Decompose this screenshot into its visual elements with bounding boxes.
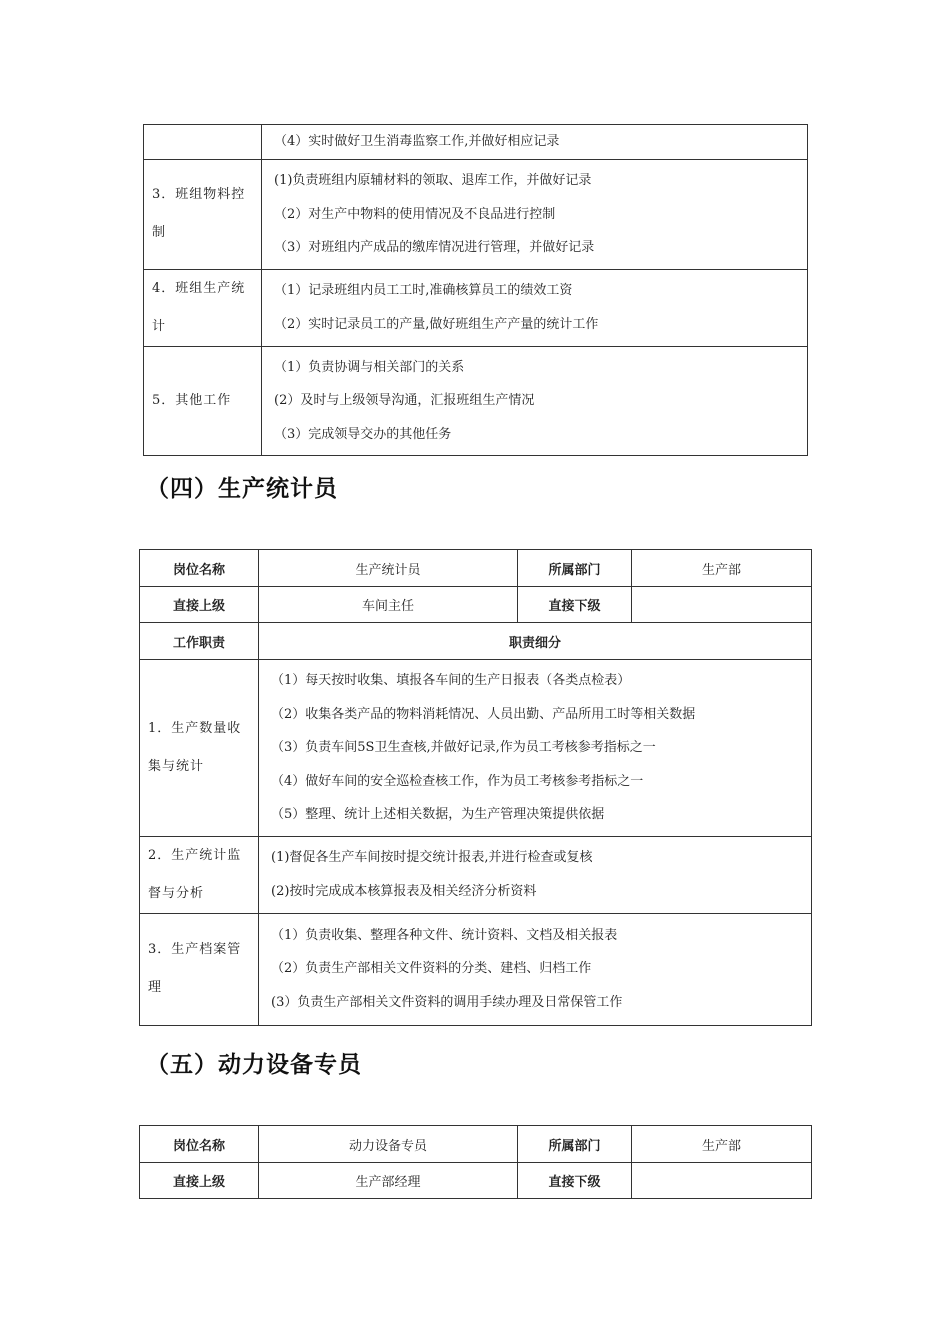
duty-item: （1）记录班组内员工工时,准确核算员工的绩效工资 xyxy=(274,283,573,298)
duty-detail-cell xyxy=(262,125,808,160)
duty-label-cell: 5．其他工作 xyxy=(144,346,262,456)
duty-item: （5）整理、统计上述相关数据，为生产管理决策提供依据 xyxy=(271,807,605,822)
table-row xyxy=(144,269,808,346)
detail-header: 职责细分 xyxy=(259,623,812,660)
subordinate-value xyxy=(632,587,812,623)
duty-header: 工作职责 xyxy=(140,623,259,660)
duty-item: （3）负责车间5S卫生查核,并做好记录,作为员工考核参考指标之一 xyxy=(271,740,656,755)
table-row xyxy=(144,160,808,270)
table-row xyxy=(140,1163,812,1199)
duty-detail-cell xyxy=(259,913,812,1025)
duty-item: （2）收集各类产品的物料消耗情况、人员出勤、产品所用工时等相关数据 xyxy=(271,706,696,722)
position-label: 岗位名称 xyxy=(140,550,259,587)
superior-value: 车间主任 xyxy=(259,587,518,623)
duty-table-continued xyxy=(143,124,808,456)
duty-item: (1)负责班组内原辅材料的领取、退库工作，并做好记录 xyxy=(274,173,592,188)
table-row xyxy=(140,623,812,660)
duty-item: (1)督促各生产车间按时提交统计报表,并进行检查或复核 xyxy=(271,850,593,865)
duty-item: (2）及时与上级领导沟通，汇报班组生产情况 xyxy=(274,393,535,408)
table-row xyxy=(140,836,812,913)
duty-item: （4）做好车间的安全巡检查核工作，作为员工考核参考指标之一 xyxy=(271,773,644,789)
department-label: 所属部门 xyxy=(518,1126,632,1163)
section-heading-power-equipment: （五）动力设备专员 xyxy=(146,1052,362,1078)
table-row xyxy=(140,587,812,623)
duty-item: （4）实时做好卫生消毒监察工作,并做好相应记录 xyxy=(274,134,560,150)
duty-item: （1）每天按时收集、填报各车间的生产日报表（各类点检表） xyxy=(271,673,631,688)
duty-detail-cell xyxy=(259,836,812,913)
table-row xyxy=(140,550,812,587)
table-row xyxy=(140,913,812,1025)
subordinate-label: 直接下级 xyxy=(518,587,632,623)
duty-item: （2）实时记录员工的产量,做好班组生产产量的统计工作 xyxy=(274,316,599,332)
duty-label-cell xyxy=(144,125,262,160)
duty-detail-cell xyxy=(262,346,808,456)
duty-detail-cell xyxy=(262,160,808,270)
duty-item: (3）负责生产部相关文件资料的调用手续办理及日常保管工作 xyxy=(271,994,623,1010)
table-row xyxy=(144,125,808,160)
position-value: 动力设备专员 xyxy=(259,1126,518,1163)
table-row xyxy=(140,1126,812,1163)
position-label: 岗位名称 xyxy=(140,1126,259,1163)
duty-detail-cell xyxy=(259,660,812,837)
department-label: 所属部门 xyxy=(518,550,632,587)
table-row xyxy=(144,346,808,456)
position-value: 生产统计员 xyxy=(259,550,518,587)
duty-label-cell: 2．生产统计监督与分析 xyxy=(140,836,259,913)
section-heading-statistician: （四）生产统计员 xyxy=(146,476,338,502)
duty-label-cell: 1．生产数量收集与统计 xyxy=(140,660,259,837)
department-value: 生产部 xyxy=(632,1126,812,1163)
duty-item: （2）负责生产部相关文件资料的分类、建档、归档工作 xyxy=(271,961,592,977)
superior-value: 生产部经理 xyxy=(259,1163,518,1199)
power-equipment-table xyxy=(139,1125,812,1199)
duty-label-cell: 3．生产档案管理 xyxy=(140,913,259,1025)
duty-label-cell: 3．班组物料控制 xyxy=(144,160,262,270)
duty-item: （2）对生产中物料的使用情况及不良品进行控制 xyxy=(274,206,556,222)
department-value: 生产部 xyxy=(632,550,812,587)
superior-label: 直接上级 xyxy=(140,587,259,623)
subordinate-value xyxy=(632,1163,812,1199)
duty-item: （1）负责收集、整理各种文件、统计资料、文档及相关报表 xyxy=(271,927,618,943)
duty-label-cell: 4．班组生产统计 xyxy=(144,269,262,346)
duty-detail-cell xyxy=(262,269,808,346)
subordinate-label: 直接下级 xyxy=(518,1163,632,1199)
duty-item: (2)按时完成成本核算报表及相关经济分析资料 xyxy=(271,883,537,899)
superior-label: 直接上级 xyxy=(140,1163,259,1199)
duty-item: （3）对班组内产成品的缴库情况进行管理，并做好记录 xyxy=(274,240,595,255)
table-row xyxy=(140,660,812,837)
duty-item: （1）负责协调与相关部门的关系 xyxy=(274,359,465,375)
statistician-table xyxy=(139,549,812,1026)
duty-item: （3）完成领导交办的其他任务 xyxy=(274,426,452,442)
